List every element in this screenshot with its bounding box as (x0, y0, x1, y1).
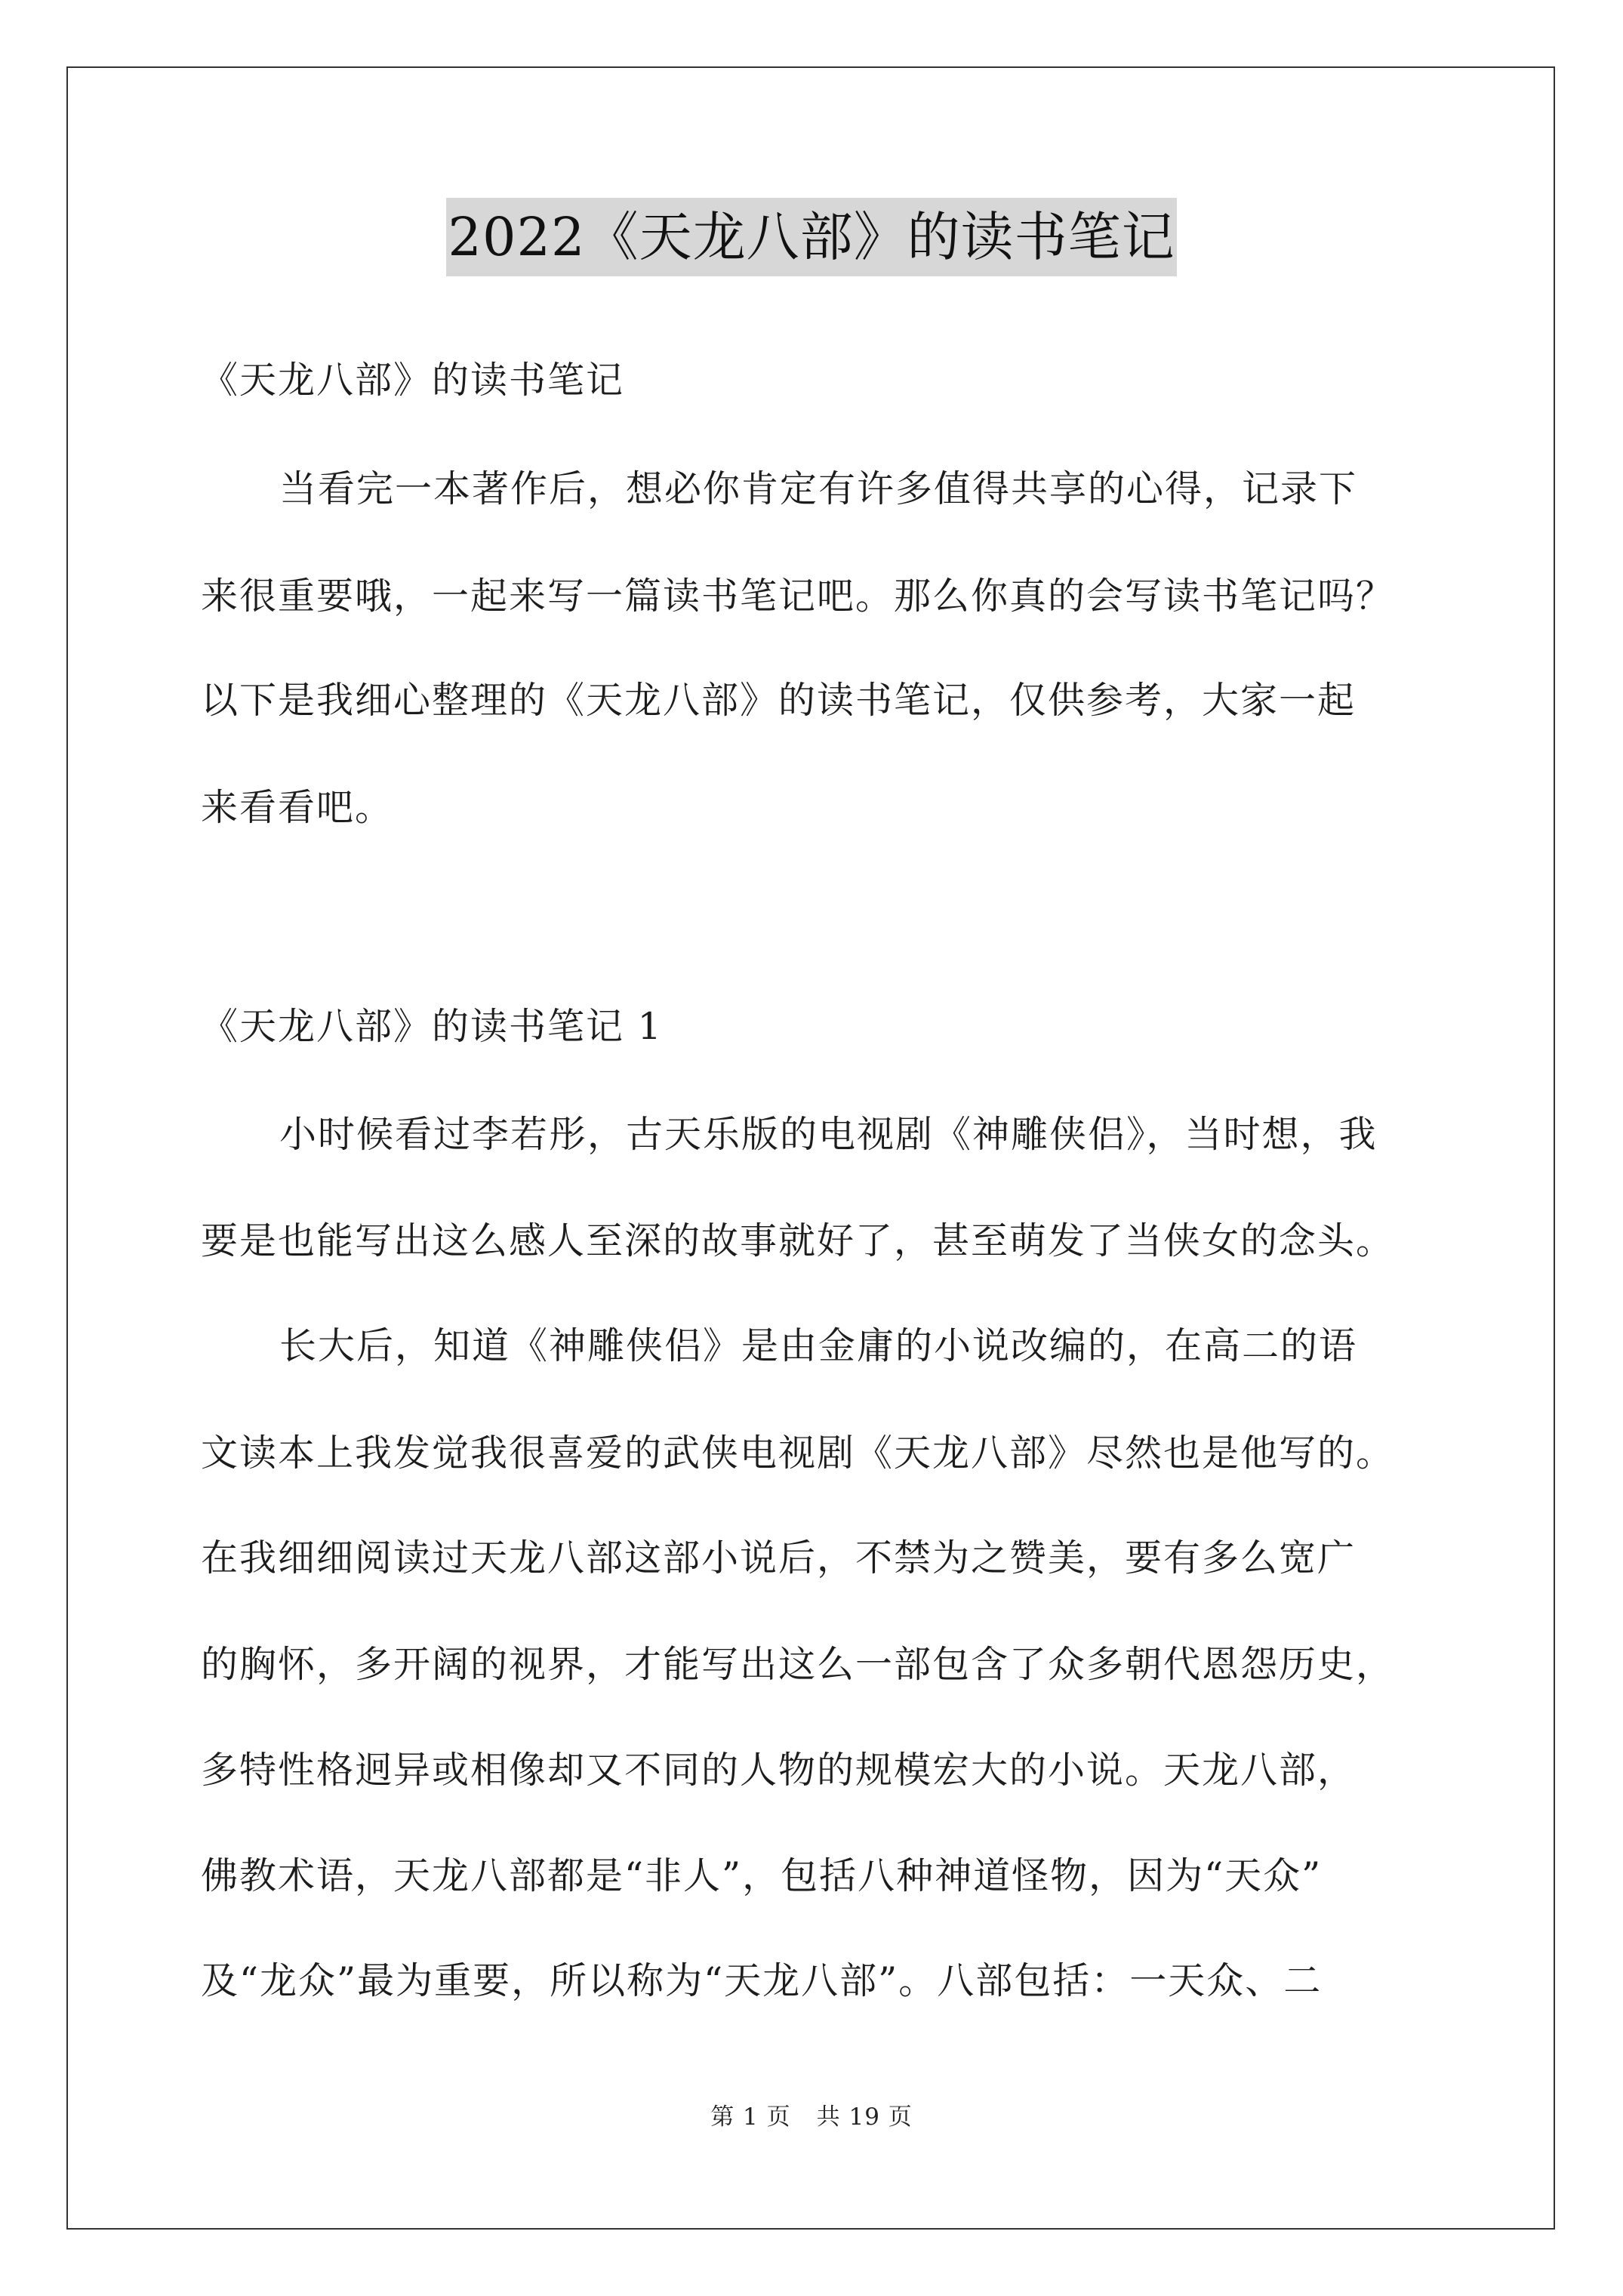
paragraph-line: 长大后，知道《神雕侠侣》是由金庸的小说改编的，在高二的语 (279, 1324, 1358, 1367)
paragraph-line: 的胸怀，多开阔的视界，才能写出这么一部包含了众多朝代恩怨历史， (201, 1643, 1395, 1686)
paragraph-line: 多特性格迥异或相像却又不同的人物的规模宏大的小说。天龙八部， (201, 1749, 1357, 1792)
section-heading-intro: 《天龙八部》的读书笔记 (201, 359, 625, 402)
paragraph-line: 佛教术语，天龙八部都是“非人”，包括八种神道怪物，因为“天众” (201, 1854, 1323, 1897)
paragraph-line: 来看看吧。 (201, 786, 394, 829)
paragraph-line: 在我细细阅读过天龙八部这部小说后，不禁为之赞美，要有多么宽广 (201, 1536, 1357, 1579)
page-number: 第 1 页 (710, 2103, 791, 2131)
page-total: 共 19 页 (816, 2103, 913, 2131)
paragraph-line: 小时候看过李若彤，古天乐版的电视剧《神雕侠侣》，当时想，我 (279, 1113, 1378, 1156)
paragraph-line: 当看完一本著作后，想必你肯定有许多值得共享的心得，记录下 (279, 467, 1358, 510)
section-heading-1: 《天龙八部》的读书笔记 1 (201, 1005, 663, 1048)
title-container (0, 198, 1623, 276)
document-title: 2022《天龙八部》的读书笔记 (446, 198, 1176, 276)
paragraph-line: 来很重要哦，一起来写一篇读书笔记吧。那么你真的会写读书笔记吗？ (201, 575, 1395, 618)
page-footer (0, 2102, 1623, 2132)
paragraph-line: 以下是我细心整理的《天龙八部》的读书笔记，仅供参考，大家一起 (201, 679, 1357, 722)
paragraph-line: 文读本上我发觉我很喜爱的武侠电视剧《天龙八部》尽然也是他写的。 (201, 1432, 1395, 1475)
paragraph-line: 要是也能写出这么感人至深的故事就好了，甚至萌发了当侠女的念头。 (201, 1219, 1395, 1262)
paragraph-line: 及“龙众”最为重要，所以称为“天龙八部”。八部包括：一天众、二 (201, 1959, 1323, 2002)
